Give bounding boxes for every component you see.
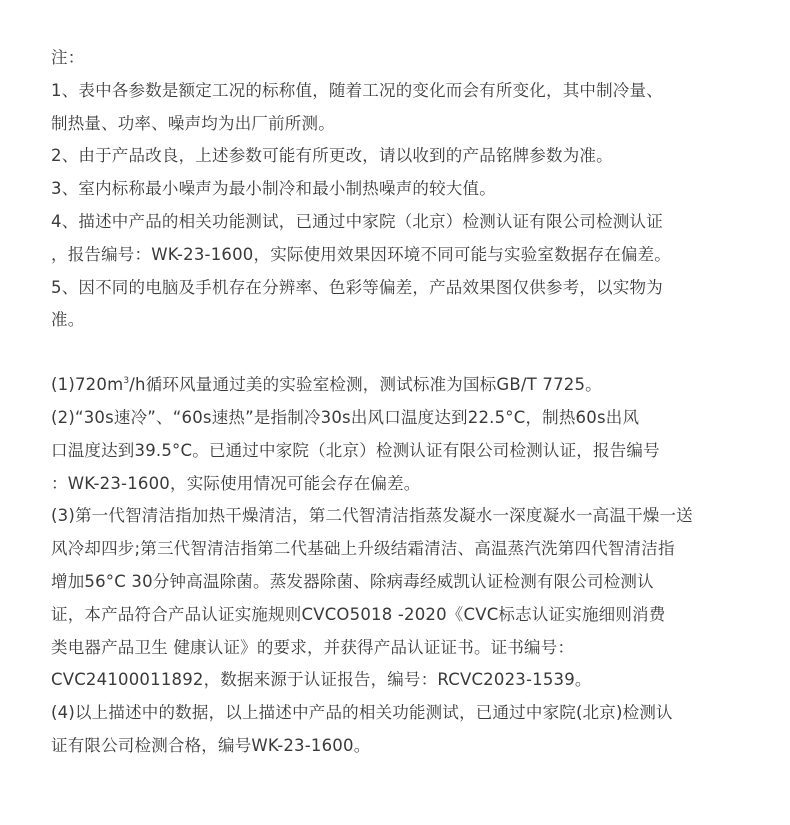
footnote-line: 证，本产品符合产品认证实施规则CVCO5018 -2020《CVC标志认证实施细则消费 <box>51 604 666 624</box>
footnote-line: CVC24100011892，数据来源于认证报告，编号：RCVC2023-1539。 <box>51 670 592 690</box>
note-line: 5、因不同的电脑及手机存在分辨率、色彩等偏差，产品效果图仅供参考，以实物为 <box>51 277 663 297</box>
section-spacer <box>51 337 751 369</box>
footnote-line: 口温度达到39.5°C。已通过中家院（北京）检测认证有限公司检测认证，报告编号 <box>51 440 660 460</box>
footnote-text-part: /h循环风量通过美的实验室检测，测试标准为国标GB/T 7725。 <box>129 375 602 395</box>
note-line: 制热量、功率、噪声均为出厂前所测。 <box>51 113 335 133</box>
note-line: 2、由于产品改良，上述参数可能有所更改，请以收到的产品铭牌参数为准。 <box>51 146 613 166</box>
footnote-line: (2)“30s速冷”、“60s速热”是指制冷30s出风口温度达到22.5°C，制热60s出风 <box>51 407 640 427</box>
note-line: 准。 <box>51 310 85 330</box>
footnote-line: 类电器产品卫生 健康认证》的要求，并获得产品认证证书。证书编号： <box>51 637 575 657</box>
footnote-line: ：WK-23-1600，实际使用情况可能会存在偏差。 <box>51 473 421 493</box>
footnote-line: 增加56°C 30分钟高温除菌。蒸发器除菌、除病毒经威凯认证检测有限公司检测认 <box>51 571 654 591</box>
note-line: 4、描述中产品的相关功能测试，已通过中家院（北京）检测认证有限公司检测认证 <box>51 211 663 231</box>
footnote-text-part: (1)720m <box>51 375 124 395</box>
superscript-unit: 3 <box>123 376 130 387</box>
disclaimer-document <box>51 42 751 763</box>
footnote-line <box>51 369 751 402</box>
note-line: 1、表中各参数是额定工况的标称值，随着工况的变化而会有所变化，其中制冷量、 <box>51 80 663 100</box>
footnote-line: (4)以上描述中的数据，以上描述中产品的相关功能测试，已通过中家院(北京)检测认 <box>51 703 673 723</box>
note-line: 3、室内标称最小噪声为最小制冷和最小制热噪声的较大值。 <box>51 179 496 199</box>
footnote-line: 证有限公司检测合格，编号WK-23-1600。 <box>51 735 371 755</box>
footnote-line: (3)第一代智清洁指加热干燥清洁，第二代智清洁指蒸发凝水一深度凝水一高温干燥一送 <box>51 506 693 526</box>
note-line: ，报告编号：WK-23-1600，实际使用效果因环境不同可能与实验室数据存在偏差。 <box>51 244 671 264</box>
footnote-line: 风冷却四步;第三代智清洁指第二代基础上升级结霜清洁、高温蒸汽洗第四代智清洁指 <box>51 539 675 559</box>
notes-title: 注： <box>51 48 85 67</box>
